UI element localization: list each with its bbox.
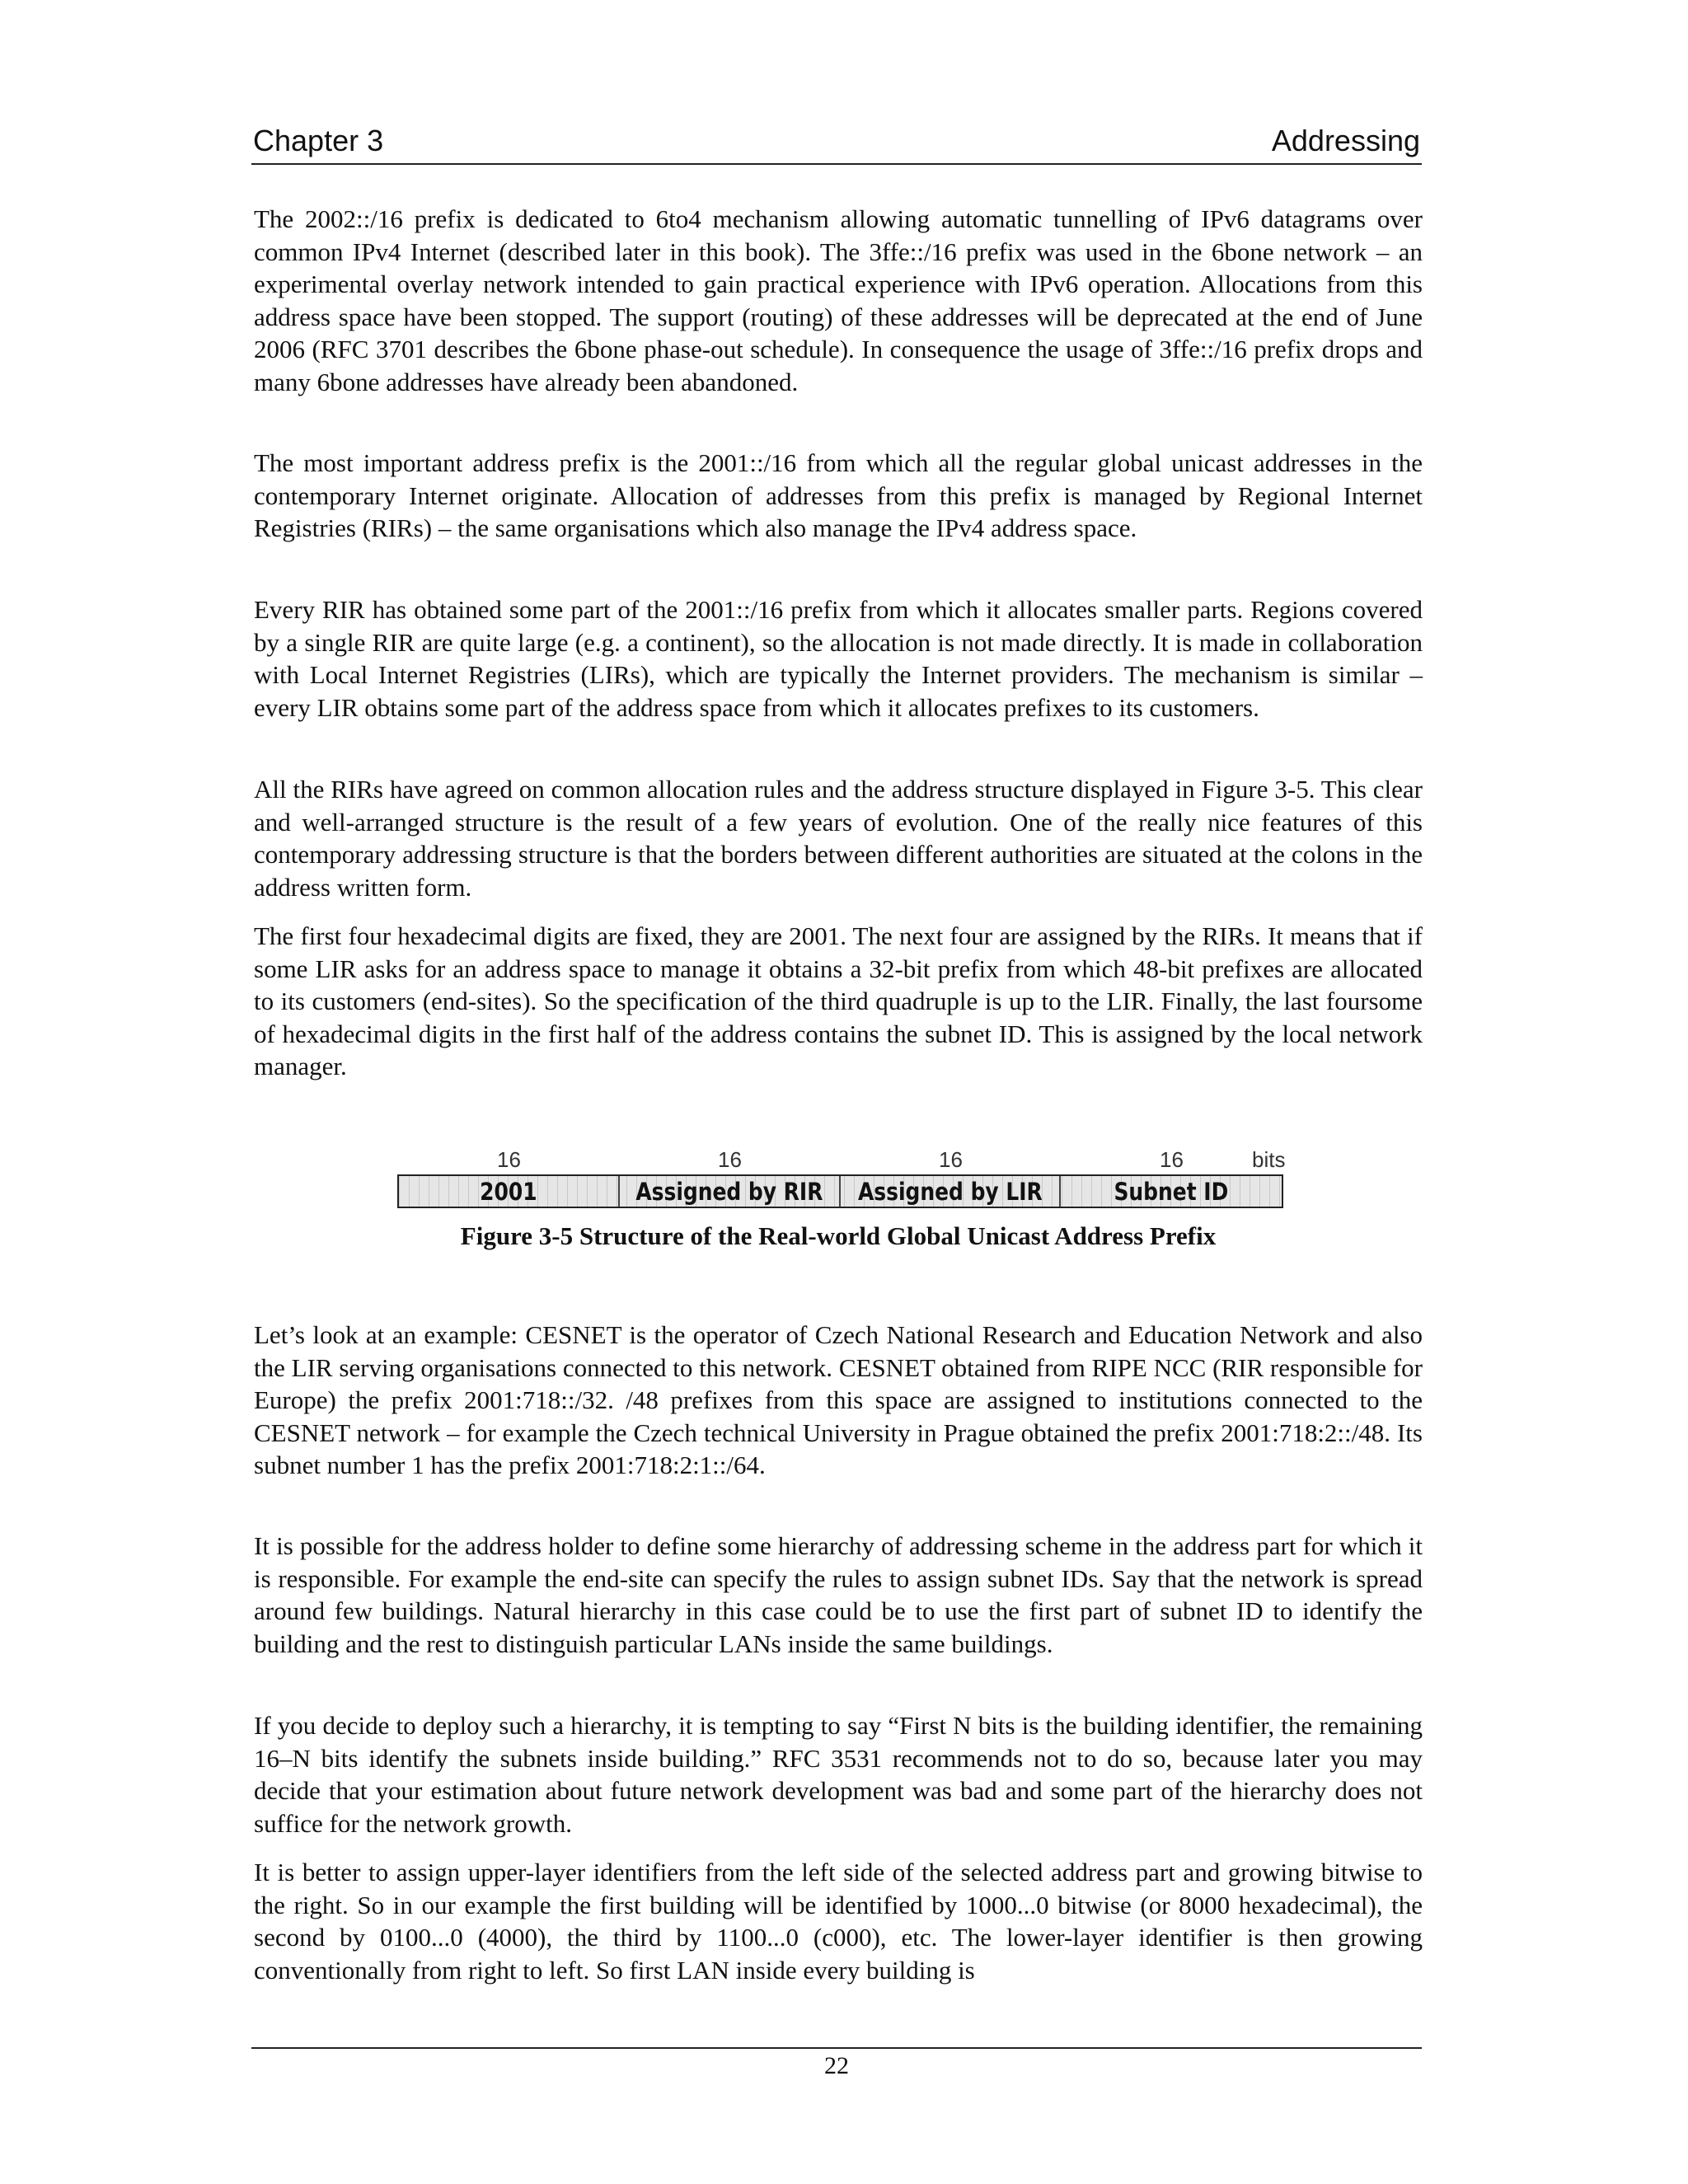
bit-width-label: 16 — [1160, 1147, 1184, 1172]
page-number: 22 — [824, 2052, 849, 2079]
segment-fixed-2001 — [399, 1176, 620, 1207]
segment-label: Assigned by LIR — [857, 1178, 1043, 1206]
bit-width-label: 16 — [939, 1147, 963, 1172]
segment-label: Subnet ID — [1114, 1178, 1229, 1206]
bit-width-label: 16 — [497, 1147, 521, 1172]
paragraph: The first four hexadecimal digits are fixed, they are 2001. The next four are assigned by the RIRs. It means that if some LIR asks for an address space to manage it obtains a 32-bit prefix from which 48-bit prefixes are allocated to its customers (end-sites). So the specification of the third quadruple is up to the LIR. Finally, the last foursome of hexadecimal digits in the first half of the address contains the subnet ID. This is assigned by the local network manager. — [254, 921, 1423, 1081]
prefix-bar — [397, 1174, 1283, 1208]
footer-rule — [251, 2047, 1422, 2049]
running-header — [251, 124, 1422, 165]
address-structure-figure — [397, 1147, 1287, 1213]
paragraph: It is better to assign upper-layer identifiers from the left side of the selected address part and growing bitwise to the right. So in our example the first building will be identified by 1000...0 bitwise (or 8000 hexadecimal), the second by 0100...0 (4000), the third by 1100...0 (c000), etc. The lower-layer identifier is then growing conventionally from right to left. So first LAN inside every building is — [254, 1858, 1423, 1985]
paragraph: The 2002::/16 prefix is dedicated to 6to4 mechanism allowing automatic tunnelling of IPv6 datagrams over common IPv4 Internet (described later in this book). The 3ffe::/16 prefix was used in the 6bone network – an experimental overlay network intended to gain practical experience with IPv6 operation. Allocations from this address space have been stopped. The support (routing) of these addresses will be deprecated at the end of June 2006 (RFC 3701 describes the 6bone phase-out schedule). In consequence the usage of 3ffe::/16 prefix drops and many 6bone addresses have already been abandoned. — [254, 204, 1423, 396]
bit-width-labels — [397, 1147, 1287, 1174]
paragraph: Every RIR has obtained some part of the 2001::/16 prefix from which it allocates smaller parts. Regions covered by a single RIR are quite large (e.g. a continent), so the allocation is not made directly. It is made in collaboration with Local Internet Registries (LIRs), which are typically the Internet providers. The mechanism is similar – every LIR obtains some part of the address space from which it allocates prefixes to its customers. — [254, 595, 1423, 722]
segment-label: Assigned by RIR — [635, 1178, 823, 1206]
chapter-title: Chapter 3 — [253, 124, 384, 157]
paragraph: All the RIRs have agreed on common allocation rules and the address structure displayed in Figure 3-5. This clear and well-arranged structure is the result of a few years of evolution. One of the really nice features of this contemporary addressing structure is that the borders between different authorities are situated at the colons in the address written form. — [254, 775, 1423, 902]
segment-rir — [620, 1176, 841, 1207]
section-title: Addressing — [1271, 124, 1420, 157]
bit-width-label: 16 — [718, 1147, 742, 1172]
segment-label: 2001 — [480, 1178, 537, 1206]
paragraph: Let’s look at an example: CESNET is the operator of Czech National Research and Education Network and also the LIR serving organisations connected to this network. CESNET obtained from RIPE NCC (RIR responsible for Europe) the prefix 2001:718::/32. /48 prefixes from this space are assigned to institutions connected to the CESNET network – for example the Czech technical University in Prague obtained the prefix 2001:718:2::/48. Its subnet number 1 has the prefix 2001:718:2:1::/64. — [254, 1320, 1423, 1480]
paragraph: If you decide to deploy such a hierarchy, it is tempting to say “First N bits is the building identifier, the remaining 16–N bits identify the subnets inside building.” RFC 3531 recommends not to do so, because later you may decide that your estimation about future network development was bad and some part of the hierarchy does not suffice for the network growth. — [254, 1711, 1423, 1838]
bits-unit-label: bits — [1252, 1147, 1286, 1172]
segment-lir — [841, 1176, 1062, 1207]
figure-caption: Figure 3-5 Structure of the Real-world Global Unicast Address Prefix — [460, 1221, 1217, 1250]
segment-subnet-id — [1061, 1176, 1282, 1207]
paragraph: It is possible for the address holder to define some hierarchy of addressing scheme in the address part for which it is responsible. For example the end-site can specify the rules to assign subnet IDs. Say that the network is spread around few buildings. Natural hierarchy in this case could be to use the first part of subnet ID to identify the building and the rest to distinguish particular LANs inside the same buildings. — [254, 1531, 1423, 1658]
paragraph: The most important address prefix is the 2001::/16 from which all the regular global unicast addresses in the contemporary Internet originate. Allocation of addresses from this prefix is managed by Regional Internet Registries (RIRs) – the same organisations which also manage the IPv4 address space. — [254, 448, 1423, 543]
